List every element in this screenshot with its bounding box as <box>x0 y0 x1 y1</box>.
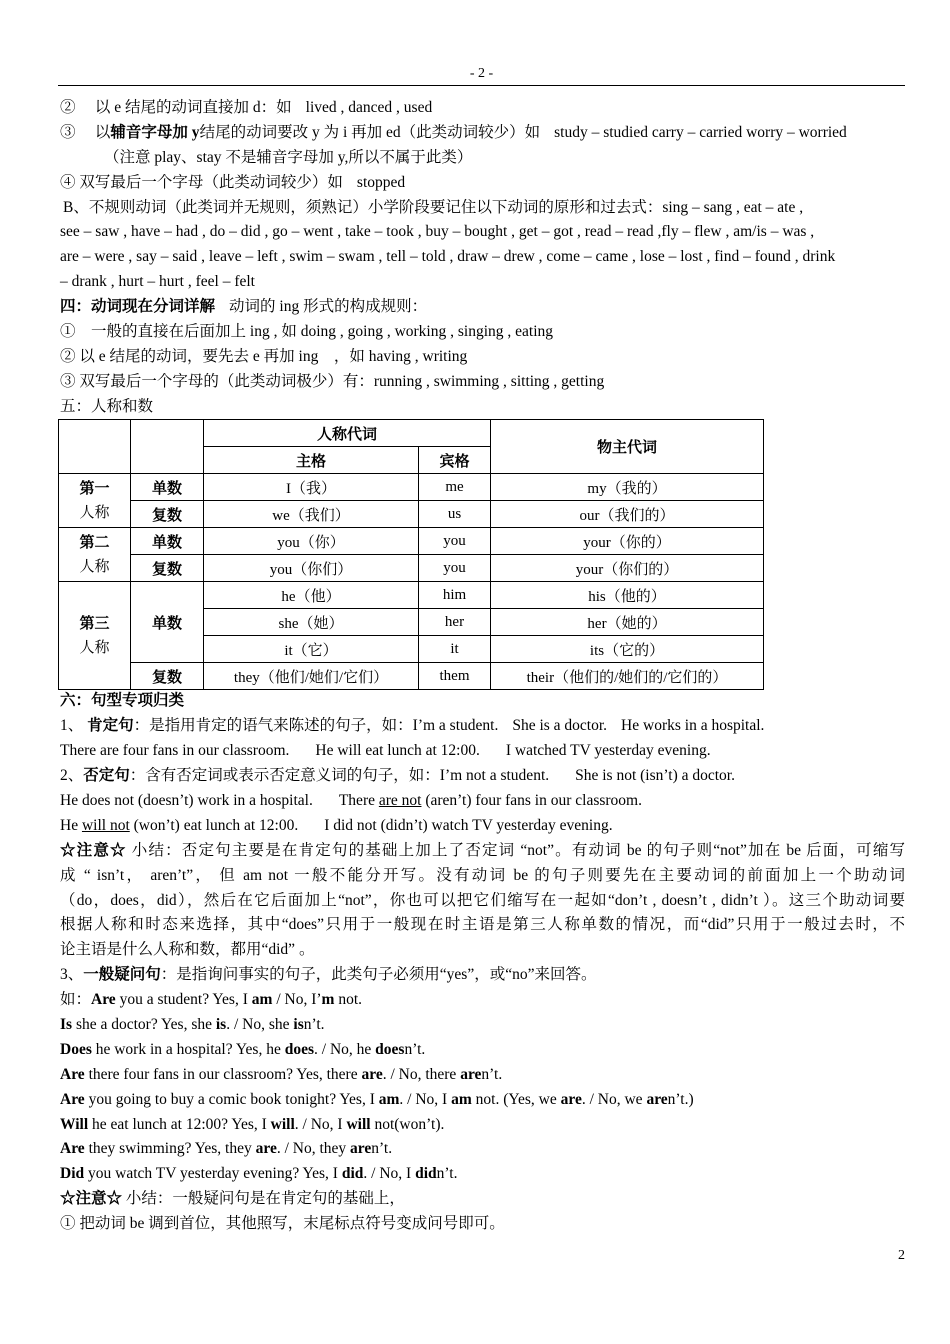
header-object-case: 宾格 <box>419 447 491 474</box>
affirmative-definition: 1、 肯定句：是指用肯定的语气来陈述的句子，如：I’m a student. She is a doctor. He works in a hospital. <box>60 717 765 734</box>
rule-consonant-y-note: （注意 play、stay 不是辅音字母加 y,所以不属于此类） <box>104 149 473 166</box>
negative-note-line-5: 论主语是什么人称和数，都用“did” 。 <box>60 941 315 958</box>
page-number: 2 <box>898 1248 905 1263</box>
possessive-pronoun: his（他的） <box>491 582 764 609</box>
possessive-pronoun: its（它的） <box>491 636 764 663</box>
header-personal-pronoun: 人称代词 <box>204 420 491 447</box>
section-4-heading: 四：动词现在分词详解 动词的 ing 形式的构成规则： <box>60 298 428 315</box>
negative-definition: 2、否定句：含有否定词或表示否定意义词的句子，如：I’m not a student. She is not (isn’t) a doctor. <box>60 767 735 784</box>
possessive-pronoun: their（他们的/她们的/它们的） <box>491 663 764 690</box>
subject-pronoun: I（我） <box>204 474 419 501</box>
ing-rule-3: ③ 双写最后一个字母的（此类动词极少）有：running , swimming , sitting , getting <box>60 373 605 390</box>
section-6-heading: 六：句型专项归类 <box>60 692 185 709</box>
irregular-intro: B、不规则动词（此类词并无规则，须熟记）小学阶段要记住以下动词的原形和过去式：sing – sang , eat – ate , <box>63 199 804 216</box>
header-possessive-pronoun: 物主代词 <box>491 420 764 474</box>
subject-pronoun: she（她） <box>204 609 419 636</box>
ing-rule-1: ① 一般的直接在后面加上 ing , 如 doing , going , working , singing , eating <box>60 323 554 340</box>
irregular-line-4: – drank , hurt – hurt , feel – felt <box>60 273 255 290</box>
subject-pronoun: you（你们） <box>204 555 419 582</box>
question-example: Is she a doctor? Yes, she is. / No, she isn’t. <box>60 1016 325 1033</box>
second-person-label: 第二 人称 <box>59 528 131 582</box>
plural-label: 复数 <box>131 663 204 690</box>
negative-note-line-3: （do，does，did），然后在它后面加上“not”，你也可以把它们缩写在一起如“don’t , doesn’t , didn’t ）。这三个助动词要 <box>60 892 905 909</box>
singular-label: 单数 <box>131 474 204 501</box>
singular-label: 单数 <box>131 528 204 555</box>
third-person-label: 第三 人称 <box>59 582 131 690</box>
pronoun-table <box>58 419 764 690</box>
object-pronoun: you <box>419 528 491 555</box>
affirmative-examples: There are four fans in our classroom. He will eat lunch at 12:00. I watched TV yesterday evening. <box>60 742 711 759</box>
question-note-item-1: ① 把动词 be 调到首位，其他照写，末尾标点符号变成问号即可。 <box>60 1215 505 1232</box>
subject-pronoun: we（我们） <box>204 501 419 528</box>
plural-label: 复数 <box>131 555 204 582</box>
question-example: Does he work in a hospital? Yes, he does. / No, he doesn’t. <box>60 1041 426 1058</box>
negative-note-line-4: 根据人称和时态来选择，其中“does”只用于一般现在时主语是第三人称单数的情况，而“did”只用于一般过去时，不 <box>60 916 905 933</box>
subject-pronoun: they（他们/她们/它们） <box>204 663 419 690</box>
rule-double-letter: ④ 双写最后一个字母（此类动词较少）如 stopped <box>60 174 406 191</box>
object-pronoun: him <box>419 582 491 609</box>
possessive-pronoun: your（你的） <box>491 528 764 555</box>
irregular-line-2: see – saw , have – had , do – did , go – went , take – took , buy – bought , get – got , read – read ,fly – flew , am/is – was , <box>60 223 815 240</box>
question-definition: 3、一般疑问句：是指询问事实的句子，此类句子必须用“yes”，或“no”来回答。 <box>60 966 597 983</box>
negative-examples-2: He will not (won’t) eat lunch at 12:00. I did not (didn’t) watch TV yesterday evening. <box>60 817 613 834</box>
question-note: ☆注意☆ 小结：一般疑问句是在肯定句的基础上， <box>60 1190 405 1207</box>
question-example: 如：Are you a student? Yes, I am / No, I’m not. <box>60 991 362 1008</box>
question-example: Are there four fans in our classroom? Yes, there are. / No, there aren’t. <box>60 1066 503 1083</box>
object-pronoun: her <box>419 609 491 636</box>
first-person-label: 第一 人称 <box>59 474 131 528</box>
table-corner-cell <box>59 420 131 474</box>
negative-examples-1: He does not (doesn’t) work in a hospital. There are not (aren’t) four fans in our classroom. <box>60 792 642 809</box>
table-corner-cell <box>131 420 204 474</box>
rule-consonant-y: ③ 以辅音字母加 y结尾的动词要改 y 为 i 再加 ed（此类动词较少）如 study – studied carry – carried worry – worried <box>60 124 847 141</box>
plural-label: 复数 <box>131 501 204 528</box>
ing-rule-2: ② 以 e 结尾的动词，要先去 e 再加 ing ，如 having , writing <box>60 348 468 365</box>
subject-pronoun: he（他） <box>204 582 419 609</box>
object-pronoun: it <box>419 636 491 663</box>
possessive-pronoun: our（我们的） <box>491 501 764 528</box>
page-header: - 2 - <box>469 66 494 81</box>
object-pronoun: them <box>419 663 491 690</box>
possessive-pronoun: my（我的） <box>491 474 764 501</box>
negative-note-line-1: ☆注意☆ 小结：否定句主要是在肯定句的基础上加上了否定词 “not”。有动词 be 的句子则“not”加在 be 后面，可缩写 <box>60 842 905 859</box>
header-subject-case: 主格 <box>204 447 419 474</box>
object-pronoun: you <box>419 555 491 582</box>
object-pronoun: us <box>419 501 491 528</box>
rule-add-d: ② 以 e 结尾的动词直接加 d：如 lived , danced , used <box>60 99 433 116</box>
section-5-heading: 五：人称和数 <box>60 398 154 415</box>
subject-pronoun: it（它） <box>204 636 419 663</box>
object-pronoun: me <box>419 474 491 501</box>
question-example: Did you watch TV yesterday evening? Yes, I did. / No, I didn’t. <box>60 1165 458 1182</box>
possessive-pronoun: your（你们的） <box>491 555 764 582</box>
irregular-line-3: are – were , say – said , leave – left , swim – swam , tell – told , draw – drew , come – came , lose – lost , find – found , drink <box>60 248 836 265</box>
question-example: Will he eat lunch at 12:00? Yes, I will. / No, I will not(won’t). <box>60 1116 445 1133</box>
singular-label: 单数 <box>131 582 204 663</box>
negative-note-line-2: 成 “ isn’t， aren’t”， 但 am not 一般不能分开写。没有动词 be 的句子则要先在主要动词的前面加上一个助动词 <box>60 867 905 884</box>
question-example: Are you going to buy a comic book tonight? Yes, I am. / No, I am not. (Yes, we are. / No, we aren’t.) <box>60 1091 694 1108</box>
question-example: Are they swimming? Yes, they are. / No, they aren’t. <box>60 1140 393 1157</box>
possessive-pronoun: her（她的） <box>491 609 764 636</box>
subject-pronoun: you（你） <box>204 528 419 555</box>
header-rule <box>58 85 905 86</box>
